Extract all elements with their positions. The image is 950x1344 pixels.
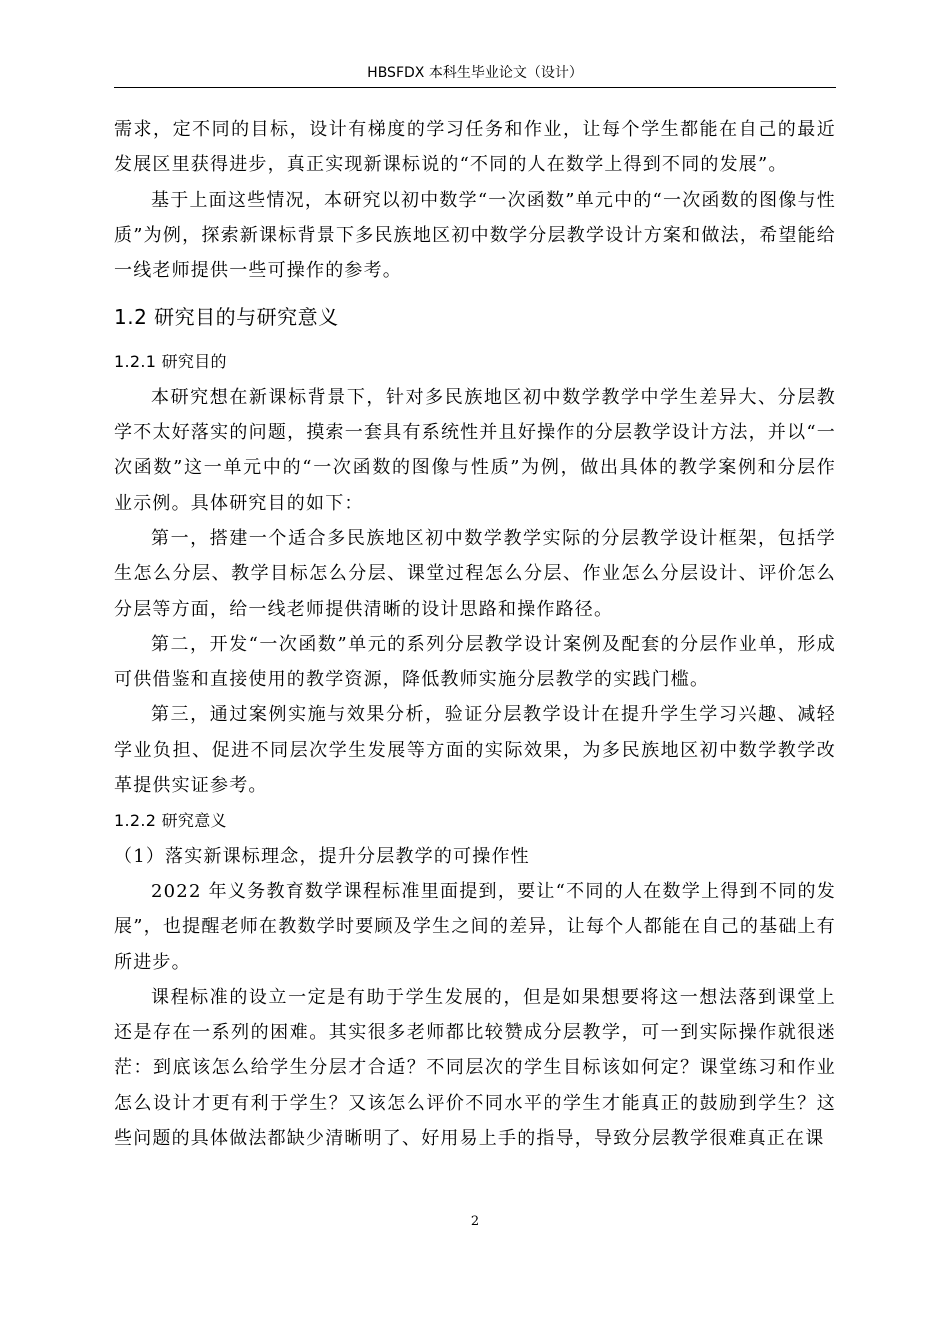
paragraph-significance-difficulty: 课程标准的设立一定是有助于学生发展的，但是如果想要将这一想法落到课堂上还是存在一系列的困难。其实很多老师都比较赞成分层教学，可一到实际操作就很迷茫：到底该怎么给学生分层才合适？不同层次的学生目标该如何定？课堂练习和作业怎么设计才更有利于学生？又该怎么评价不同水平的学生才能真正的鼓励到学生？这些问题的具体做法都缺少清晰明了、好用易上手的指导，导致分层教学很难真正在课 xyxy=(114,986,836,1150)
paragraph-continued: 需求，定不同的目标，设计有梯度的学习任务和作业，让每个学生都能在自己的最近发展区里获得进步，真正实现新课标说的“不同的人在数学上得到不同的发展”。 xyxy=(114,119,836,176)
page-body xyxy=(114,112,836,1156)
page-number: 2 xyxy=(470,1214,480,1229)
paragraph-significance-standard: 2022 年义务教育数学课程标准里面提到，要让“不同的人在数学上得到不同的发展”，也提醒老师在教数学时要顾及学生之间的差异，让每个人都能在自己的基础上有所进步。 xyxy=(114,880,836,973)
paragraph-purpose-second: 第二，开发“一次函数”单元的系列分层教学设计案例及配套的分层作业单，形成可供借鉴和直接使用的教学资源，降低教师实施分层教学的实践门槛。 xyxy=(114,633,836,691)
subsection-heading-1-2-2: 1.2.2 研究意义 xyxy=(114,811,227,831)
paragraph-purpose-third: 第三，通过案例实施与效果分析，验证分层教学设计在提升学生学习兴趣、减轻学业负担、促进不同层次学生发展等方面的实际效果，为多民族地区初中数学教学改革提供实证参考。 xyxy=(114,704,836,797)
paragraph-research-basis: 基于上面这些情况，本研究以初中数学“一次函数”单元中的“一次函数的图像与性质”为例，探索新课标背景下多民族地区初中数学分层教学设计方案和做法，希望能给一线老师提供一些可操作的参考。 xyxy=(114,189,836,282)
running-header: HBSFDX 本科生毕业论文（设计） xyxy=(367,65,583,81)
significance-item-heading: （1）落实新课标理念，提升分层教学的可操作性 xyxy=(114,845,530,867)
paragraph-purpose-first: 第一，搭建一个适合多民族地区初中数学教学实际的分层教学设计框架，包括学生怎么分层、教学目标怎么分层、课堂过程怎么分层、作业怎么分层设计、评价怎么分层等方面，给一线老师提供清晰的设计思路和操作路径。 xyxy=(114,527,836,620)
header-divider xyxy=(114,87,836,88)
paragraph-purpose-intro: 本研究想在新课标背景下，针对多民族地区初中数学教学中学生差异大、分层教学不太好落实的问题，摸索一套具有系统性并且好操作的分层教学设计方法，并以“一次函数”这一单元中的“一次函数的图像与性质”为例，做出具体的教学案例和分层作业示例。具体研究目的如下： xyxy=(114,386,836,514)
section-heading-1-2: 1.2 研究目的与研究意义 xyxy=(114,305,339,330)
subsection-heading-1-2-1: 1.2.1 研究目的 xyxy=(114,352,227,372)
